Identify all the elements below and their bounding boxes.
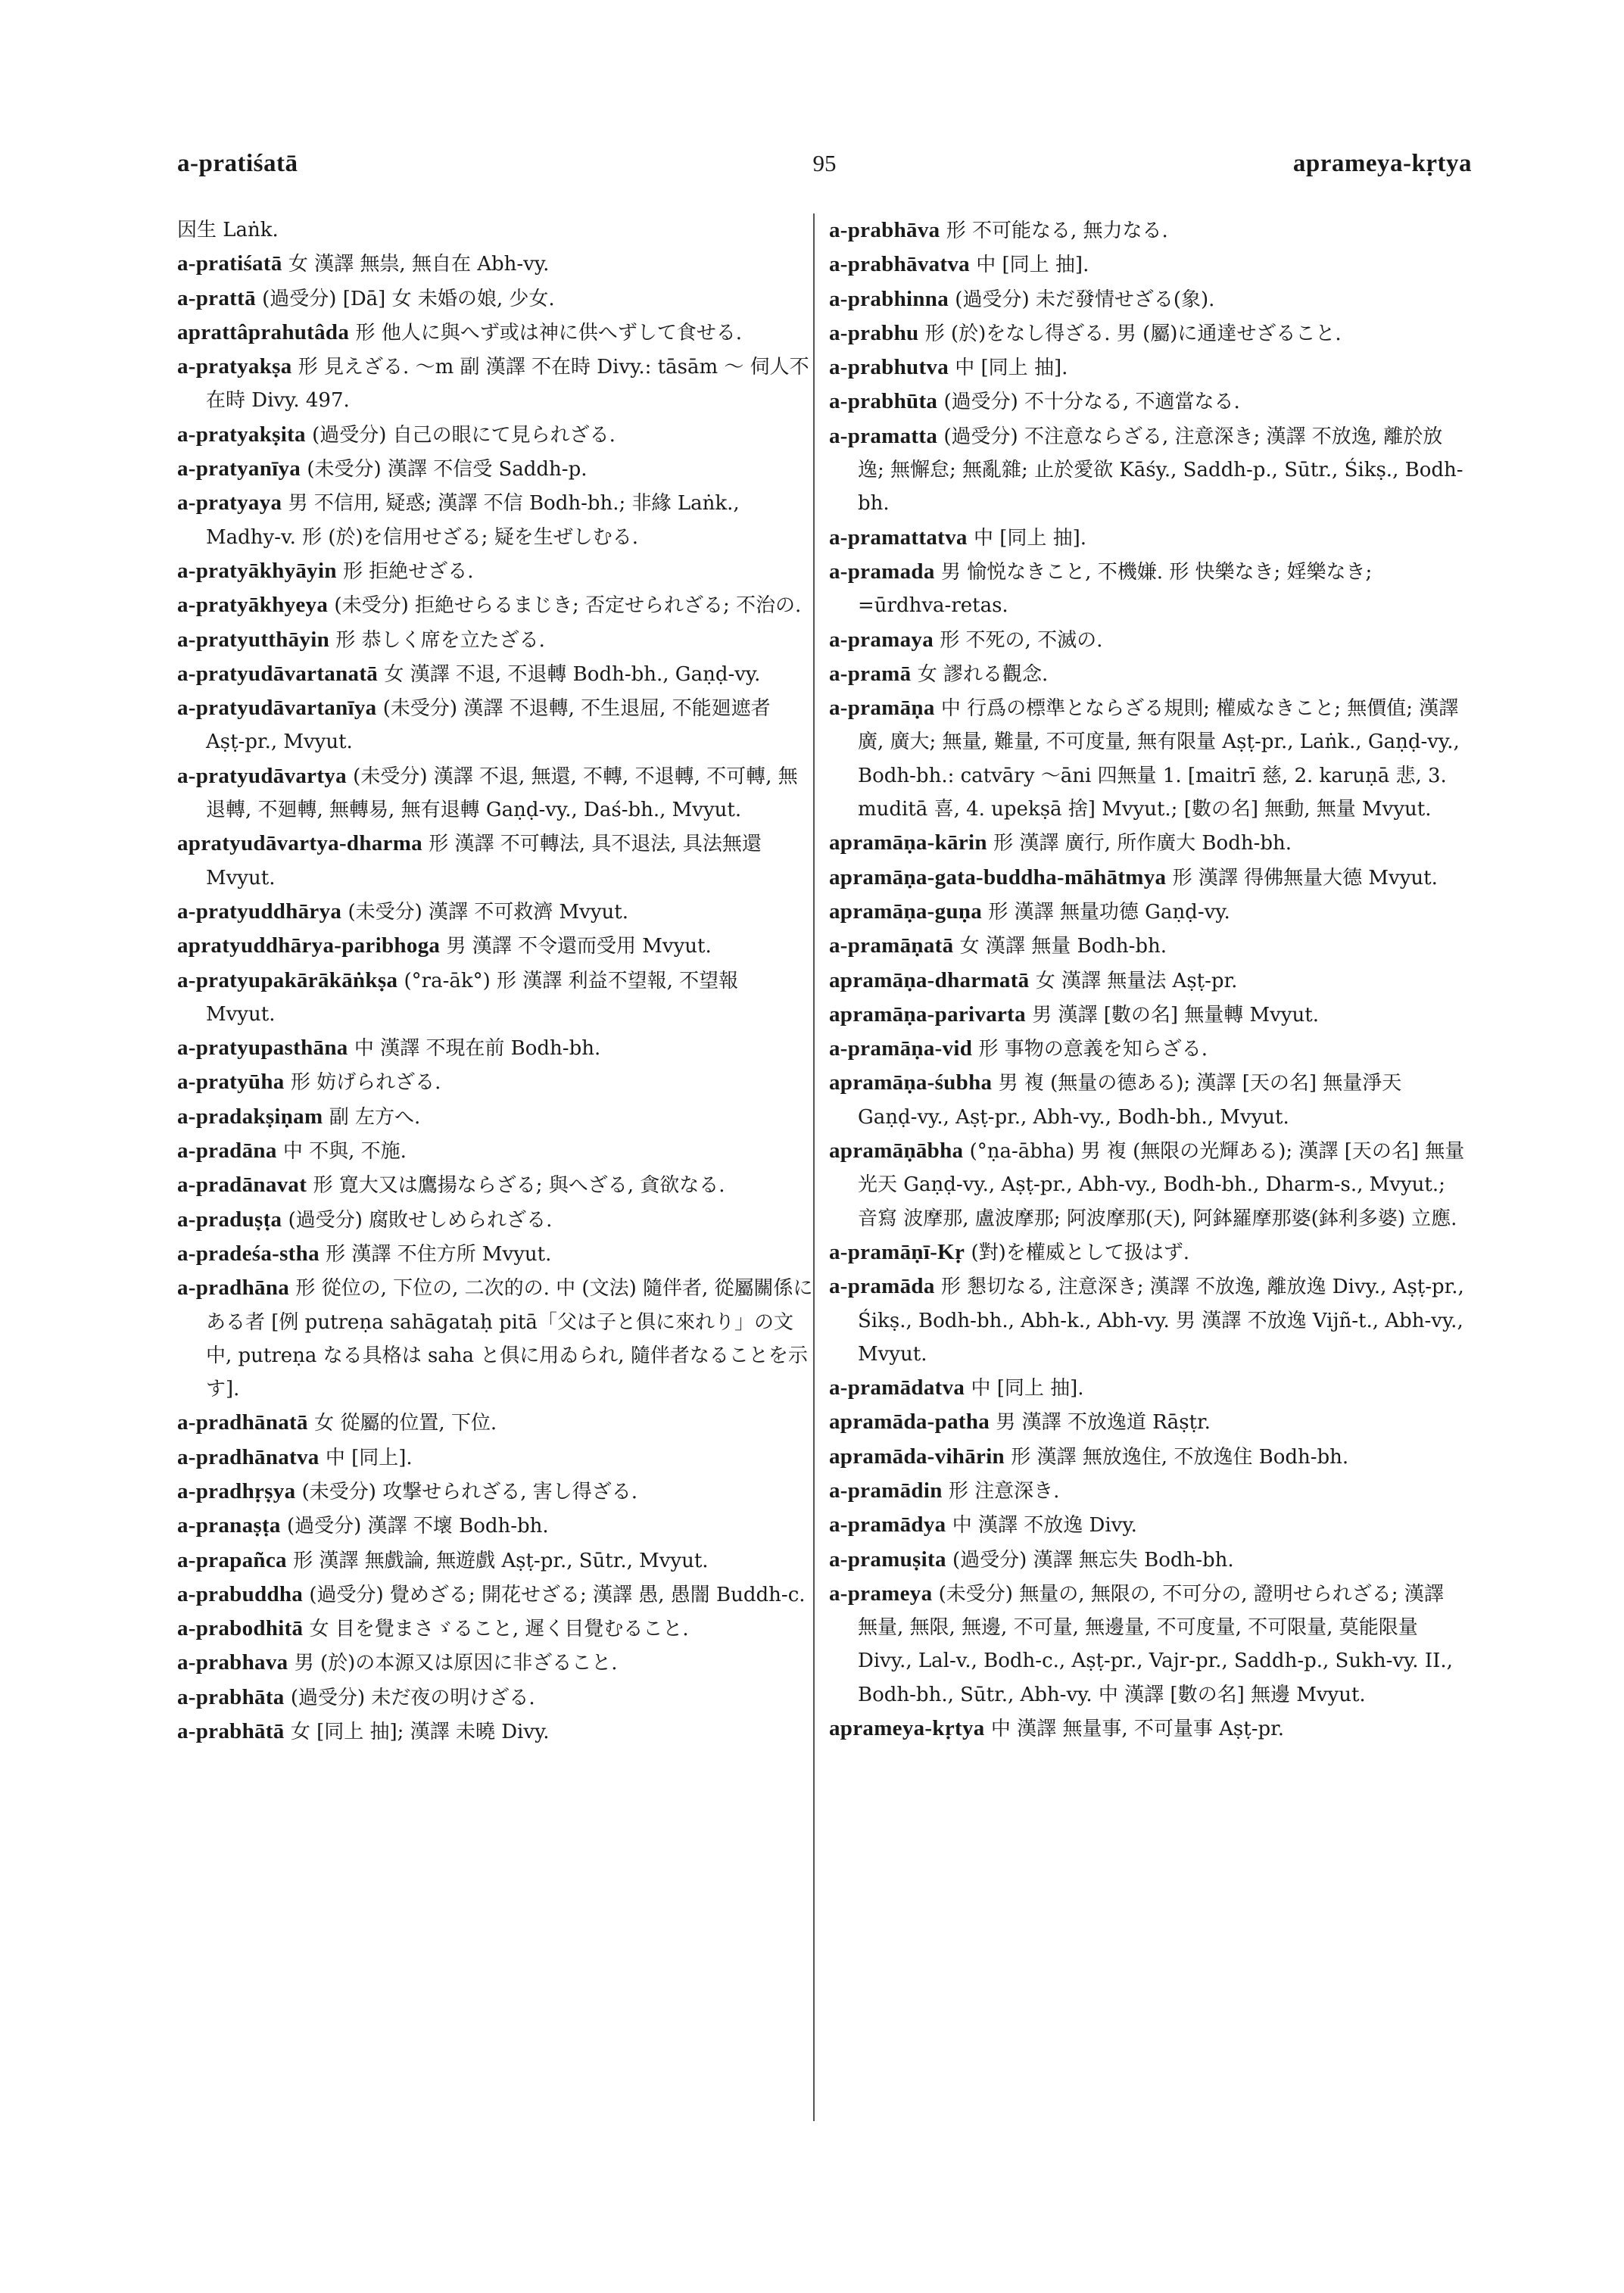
dictionary-entry [177,1544,813,1578]
entry-definition: 中 漢譯 無量事, 不可量事 Aṣṭ-pr. [990,1718,1284,1741]
dictionary-entry [829,1235,1465,1270]
dictionary-entry [177,657,813,691]
dictionary-entry [177,827,813,895]
entry-definition: 男 漢譯 不放逸道 Rāṣṭr. [996,1411,1211,1435]
entry-headword: a-pramatta [829,423,938,448]
entry-definition: 中 [同上 抽]. [973,526,1087,550]
dictionary-entry [177,964,813,1032]
dictionary-entry [829,998,1465,1032]
entry-definition: 中 [同上 抽]. [955,357,1068,380]
entry-headword: apramāṇābha [829,1139,964,1164]
entry-headword: a-pratiśatā [177,251,282,276]
dictionary-entry [177,1406,813,1440]
entry-headword: a-pratyudāvartanatā [177,661,379,686]
entry-definition: 男 不信用, 疑惑; 漢譯 不信 Bodh-bh.; 非緣 Laṅk., Madhy-v. 形 (於)を信用せざる; 疑を生ぜしむる. [206,492,740,549]
entry-headword: a-prabhāta [177,1684,285,1709]
dictionary-entry [829,213,1465,248]
entry-headword: a-pradāna [177,1139,277,1164]
entry-headword: a-pradhṛṣya [177,1478,296,1503]
running-head-left: a-pratiśatā [177,150,298,177]
dictionary-entry [829,691,1465,826]
entry-definition: (過受分) 不十分なる, 不適當なる. [943,391,1240,414]
dictionary-entry [829,895,1465,929]
entry-definition: (未受分) 漢譯 不可救濟 Mvyut. [348,900,629,924]
dictionary-entry [829,826,1465,860]
dictionary-entry [829,521,1465,555]
dictionary-entry [829,1270,1465,1371]
dictionary-entry [177,247,813,281]
dictionary-entry [177,316,813,350]
dictionary-entry [829,1474,1465,1508]
dictionary-entry [177,1578,813,1612]
entry-definition: 形 拒絶せざる. [343,559,474,583]
dictionary-entry [829,657,1465,691]
entry-headword: a-pradakṣiṇam [177,1104,323,1129]
entry-headword: apratyudāvartya-dharma [177,831,422,856]
dictionary-entry [177,1271,813,1406]
entry-headword: a-pratyuddhārya [177,899,342,924]
dictionary-entry [177,895,813,929]
entry-headword: a-pratyutthāyin [177,627,330,652]
entry-definition: 中 不與, 不施. [282,1140,407,1164]
entry-definition: 形 漢譯 不可轉法, 具不退法, 具法無還 Mvyut. [206,833,762,889]
dictionary-entry [829,929,1465,963]
page-header [177,150,1472,183]
dictionary-entry [829,1066,1465,1134]
entry-headword: a-pratyūha [177,1070,285,1095]
entry-definition: 中 [同上 抽]. [976,254,1089,277]
entry-headword: a-pramāṇī-Kṛ [829,1239,965,1264]
dictionary-entry [177,1100,813,1134]
dictionary-entry [177,1475,813,1509]
entry-definition: 形 (於)をなし得ざる. 男 (屬)に通達せざること. [924,322,1342,345]
running-head-right: aprameya-kṛtya [1292,150,1472,177]
entry-definition: (過受分) 覺めざる; 開花せざる; 漢譯 愚, 愚闇 Buddh-c. [309,1583,806,1606]
entry-headword: a-pramada [829,559,935,584]
dictionary-entry [829,350,1465,385]
dictionary-entry [177,213,813,247]
entry-headword: a-pratyākhyāyin [177,558,337,583]
entry-definition: (過受分) 腐敗せしめられざる. [288,1208,553,1232]
entry-definition: 中 漢譯 不放逸 Divy. [952,1514,1137,1537]
entry-definition: 形 漢譯 不住方所 Mvyut. [326,1242,552,1266]
entry-definition: (過受分) 自己の眼にて見られざる. [312,423,616,447]
dictionary-entry [829,555,1465,623]
dictionary-entry [177,1612,813,1646]
entry-headword: a-pramādatva [829,1375,965,1400]
entry-definition: (未受分) 漢譯 不退, 無還, 不轉, 不退轉, 不可轉, 無退轉, 不廻轉, 無轉易, 無有退轉 Gaṇḍ-vy., Daś-bh., Mvyut. [206,765,798,822]
entry-headword: a-prattā [177,285,256,310]
entry-definition: 中 行爲の標準とならざる規則; 權威なきこと; 無價值; 漢譯 廣, 廣大; 無量, 難量, 不可度量, 無有限量 Aṣṭ-pr., Laṅk., Gaṇḍ-vy., Bodh-bh.: catvāry 〜āni 四無量 1. [maitrī 慈, 2. karuṇā 悲, 3. muditā 喜, 4. upekṣā 捨] Mvyut.; [數の名] 無動, 無量 Mvyut. [858,697,1460,821]
entry-headword: a-pramāda [829,1274,935,1299]
entry-headword: a-prabhutva [829,355,949,380]
entry-definition: 形 從位の, 下位の, 二次的の. 中 (文法) 隨伴者, 從屬關係にある者 [例 putreṇa sahāgataḥ pitā「父は子と俱に來れり」の文中, putreṇa なる具格は saha と俱に用ゐられ, 隨伴者なることを示す]. [206,1277,813,1401]
entry-headword: a-pramuṣita [829,1547,946,1572]
dictionary-entry [829,1577,1465,1712]
dictionary-entry [177,929,813,963]
entry-definition: 女 目を覺まさゞること, 遲く目覺むること. [309,1618,689,1641]
dictionary-entry [829,964,1465,998]
entry-headword: apramāṇa-śubha [829,1070,993,1095]
dictionary-entry [829,1508,1465,1542]
entry-definition: (過受分) 漢譯 無忘失 Bodh-bh. [952,1548,1234,1572]
entry-definition: 男 漢譯 不令還而受用 Mvyut. [446,935,712,958]
entry-definition: 形 妨げられざる. [290,1071,441,1095]
entry-headword: a-prameya [829,1581,933,1606]
dictionary-entry [829,623,1465,657]
dictionary-entry [177,623,813,657]
entry-definition: 女 漢譯 無量法 Aṣṭ-pr. [1035,969,1238,992]
entry-definition: 形 漢譯 無量功德 Gaṇḍ-vy. [988,900,1230,924]
dictionary-entry [829,1371,1465,1405]
entry-definition: 形 不可能なる, 無力なる. [946,220,1168,242]
entry-definition: (未受分) 漢譯 不退轉, 不生退屈, 不能廻遮者 Aṣṭ-pr., Mvyut. [206,697,771,754]
dictionary-entry [177,691,813,759]
entry-headword: apramāṇa-kārin [829,830,987,855]
dictionary-entry [177,588,813,622]
dictionary-entry [177,759,813,827]
entry-headword: apramāṇa-gata-buddha-māhātmya [829,865,1167,889]
entry-headword: a-prabhava [177,1650,288,1675]
dictionary-entry [177,1441,813,1475]
entry-headword: a-pramādya [829,1513,946,1537]
entry-headword: a-pramaya [829,627,934,652]
dictionary-entry [177,1203,813,1237]
entry-headword: a-pratyanīya [177,456,301,481]
entry-definition: 女 [同上 抽]; 漢譯 未曉 Divy. [290,1721,550,1744]
entry-headword: a-pramattatva [829,525,968,550]
entry-definition: (對)を權威として扱はず. [971,1241,1190,1264]
entry-definition: (未受分) 攻撃せられざる, 害し得ざる. [301,1480,637,1503]
dictionary-entry [829,1134,1465,1235]
entry-definition: 形 注意深き. [948,1479,1060,1503]
entry-definition: 形 漢譯 得佛無量大德 Mvyut. [1172,866,1438,889]
dictionary-entry [829,1543,1465,1577]
dictionary-entry [829,316,1465,350]
entry-definition: 女 從屬的位置, 下位. [314,1412,497,1435]
dictionary-entry [829,1712,1465,1746]
entry-definition: 形 懇切なる, 注意深き; 漢譯 不放逸, 離放逸 Divy., Aṣṭ-pr., Śikṣ., Bodh-bh., Abh-k., Abh-vy. 男 漢譯 不放逸 Vijñ-t., Abh-vy., Mvyut. [858,1276,1464,1366]
entry-definition: (未受分) 漢譯 不信受 Saddh-p. [307,458,588,481]
entry-definition: 女 漢譯 無量 Bodh-bh. [959,935,1167,958]
dictionary-entry [177,1065,813,1099]
entry-headword: a-prabhu [829,320,919,345]
entry-definition: (未受分) 無量の, 無限の, 不可分の, 證明せられざる; 漢譯 無量, 無限, 無邊, 不可量, 無邊量, 不可度量, 不可限量, 莫能限量 Divy., Lal-v., Bodh-c., Aṣṭ-pr., Vajr-pr., Saddh-p., Sukh-vy. II., Bodh-bh., Sūtr., Abh-vy. 中 漢譯 [數の名] 無邊 Mvyut. [858,1582,1453,1706]
dictionary-entry [177,486,813,554]
entry-definition: 中 [同上 抽]. [971,1377,1084,1400]
entry-definition: (過受分) 未だ夜の明けざる. [290,1686,535,1709]
entry-headword: a-pratyudāvartya [177,763,347,788]
entry-headword: a-pratyupakārākāṅkṣa [177,967,398,992]
entry-headword: a-prabodhitā [177,1616,304,1641]
entry-headword: apramāṇa-dharmatā [829,967,1030,992]
entry-definition: 男 愉悦なきこと, 不機嫌. 形 快樂なき; 婬樂なき; =ūrdhva-retas. [858,560,1373,618]
entry-headword: a-pramāṇa [829,696,935,721]
dictionary-entry [829,419,1465,521]
dictionary-entry [177,1031,813,1065]
dictionary-entry [829,1032,1465,1066]
dictionary-entry [177,1509,813,1543]
entry-definition: (未受分) 拒絶せらるまじき; 否定せられざる; 不治の. [334,594,802,618]
entry-headword: a-pratyākhyeya [177,593,329,618]
entry-definition: 形 漢譯 廣行, 所作廣大 Bodh-bh. [993,832,1292,855]
entry-definition: 男 漢譯 [數の名] 無量轉 Mvyut. [1032,1003,1320,1027]
entry-definition: 中 漢譯 不現在前 Bodh-bh. [354,1037,601,1061]
dictionary-entry [177,1134,813,1168]
entry-headword: apramāda-vihārin [829,1444,1005,1469]
dictionary-entry [177,350,813,418]
entry-headword: apratyuddhārya-paribhoga [177,933,441,958]
entry-definition: 中 [同上]. [325,1446,413,1469]
entry-headword: a-pramā [829,661,912,686]
dictionary-entry [177,1237,813,1271]
entry-definition: (°ṇa-ābha) 男 複 (無限の光輝ある); 漢譯 [天の名] 無量光天 Gaṇḍ-vy., Aṣṭ-pr., Abh-vy., Bodh-bh., Dharm-s., Mvyut.; 音寫 波摩那, 盧波摩那; 阿波摩那(天), 阿鉢羅摩那婆(鉢利多婆) 立應. [858,1140,1465,1230]
entry-headword: a-pratyudāvartanīya [177,696,377,721]
entry-definition: 形 見えざる. 〜m 副 漢譯 不在時 Divy.: tāsām 〜 伺人不在時 Divy. 497. [206,356,809,413]
entry-definition: 形 恭しく席を立たざる. [335,628,545,652]
entry-headword: aprattâprahutâda [177,319,350,344]
dictionary-entry [177,282,813,316]
entry-definition: (°ra-āk°) 形 漢譯 利益不望報, 不望報 Mvyut. [206,969,739,1026]
entry-headword: a-pratyupasthāna [177,1036,348,1061]
entry-definition: (過受分) 不注意ならざる, 注意深き; 漢譯 不放逸, 離於放逸; 無懈怠; 無亂雜; 止於愛欲 Kāśy., Saddh-p., Sūtr., Śikṣ., Bodh-bh. [858,425,1463,516]
entry-headword: a-prapañca [177,1547,287,1572]
entry-headword: a-pratyaya [177,491,282,516]
entry-headword: a-praduṣṭa [177,1207,282,1232]
entry-definition: (過受分) 未だ發情せざる(象). [955,288,1215,311]
entry-definition: 副 左方へ. [329,1105,421,1129]
dictionary-entry [829,1440,1465,1474]
entry-definition: 形 不死の, 不滅の. [940,628,1103,652]
entry-headword: a-pramāṇa-vid [829,1036,973,1061]
entry-definition: 因生 Laṅk. [177,219,279,241]
entry-headword: a-prabhāvatva [829,252,970,277]
entry-definition: (過受分) [Dā] 女 未婚の娘, 少女. [262,287,555,310]
entry-headword: aprameya-kṛtya [829,1716,985,1741]
dictionary-entry [829,861,1465,895]
entry-definition: 男 複 (無量の德ある); 漢譯 [天の名] 無量淨天 Gaṇḍ-vy., Aṣṭ-pr., Abh-vy., Bodh-bh., Mvyut. [858,1072,1402,1129]
entry-definition: 形 事物の意義を知らざる. [978,1038,1208,1061]
entry-headword: a-pranaṣṭa [177,1513,281,1538]
left-column [177,213,813,2212]
entry-definition: (過受分) 漢譯 不壞 Bodh-bh. [287,1515,549,1538]
entry-headword: a-pramāṇatā [829,933,954,958]
dictionary-entry [177,554,813,588]
entry-definition: 女 謬れる觀念. [917,662,1049,686]
entry-headword: a-pratyakṣa [177,354,292,379]
dictionary-entry [177,1168,813,1202]
dictionary-entry [829,1405,1465,1439]
entry-headword: a-prabhāva [829,218,940,242]
entry-definition: 女 漢譯 不退, 不退轉 Bodh-bh., Gaṇḍ-vy. [384,662,761,686]
entry-headword: a-pradhānatva [177,1444,320,1469]
dictionary-entry [177,418,813,452]
dictionary-entry [829,248,1465,282]
entry-headword: apramāda-patha [829,1410,990,1435]
entry-headword: a-pradeśa-stha [177,1241,320,1266]
entry-headword: a-prabhūta [829,389,938,414]
entry-headword: a-pradhāna [177,1276,290,1301]
entry-definition: 形 寛大又は鷹揚ならざる; 與へざる, 貪欲なる. [313,1174,725,1198]
entry-headword: a-pradānavat [177,1173,307,1198]
dictionary-entry [177,1681,813,1715]
entry-definition: 男 (於)の本源又は原因に非ざること. [294,1652,618,1675]
entry-definition: 形 漢譯 無戲論, 無遊戲 Aṣṭ-pr., Sūtr., Mvyut. [293,1549,709,1572]
entry-headword: a-prabhinna [829,286,949,311]
entry-definition: 形 他人に與へず或は神に供へずして食せる. [355,321,742,344]
entry-headword: a-pramādin [829,1478,943,1503]
dictionary-entry [829,385,1465,419]
entry-headword: apramāṇa-parivarta [829,1002,1026,1027]
entry-headword: a-prabuddha [177,1581,304,1606]
entry-headword: a-prabhātā [177,1719,285,1744]
entry-definition: 女 漢譯 無祟, 無自在 Abh-vy. [288,253,550,276]
dictionary-entry [177,1715,813,1749]
entry-definition: 形 漢譯 無放逸住, 不放逸住 Bodh-bh. [1011,1445,1349,1469]
entry-headword: apramāṇa-guṇa [829,899,983,924]
page-number: 95 [812,150,837,176]
dictionary-entry [177,452,813,486]
entry-headword: a-pratyakṣita [177,422,306,447]
entry-headword: a-pradhānatā [177,1410,308,1435]
right-column [829,213,1465,2212]
dictionary-entry [829,282,1465,316]
column-divider [813,213,815,2121]
dictionary-entry [177,1646,813,1680]
